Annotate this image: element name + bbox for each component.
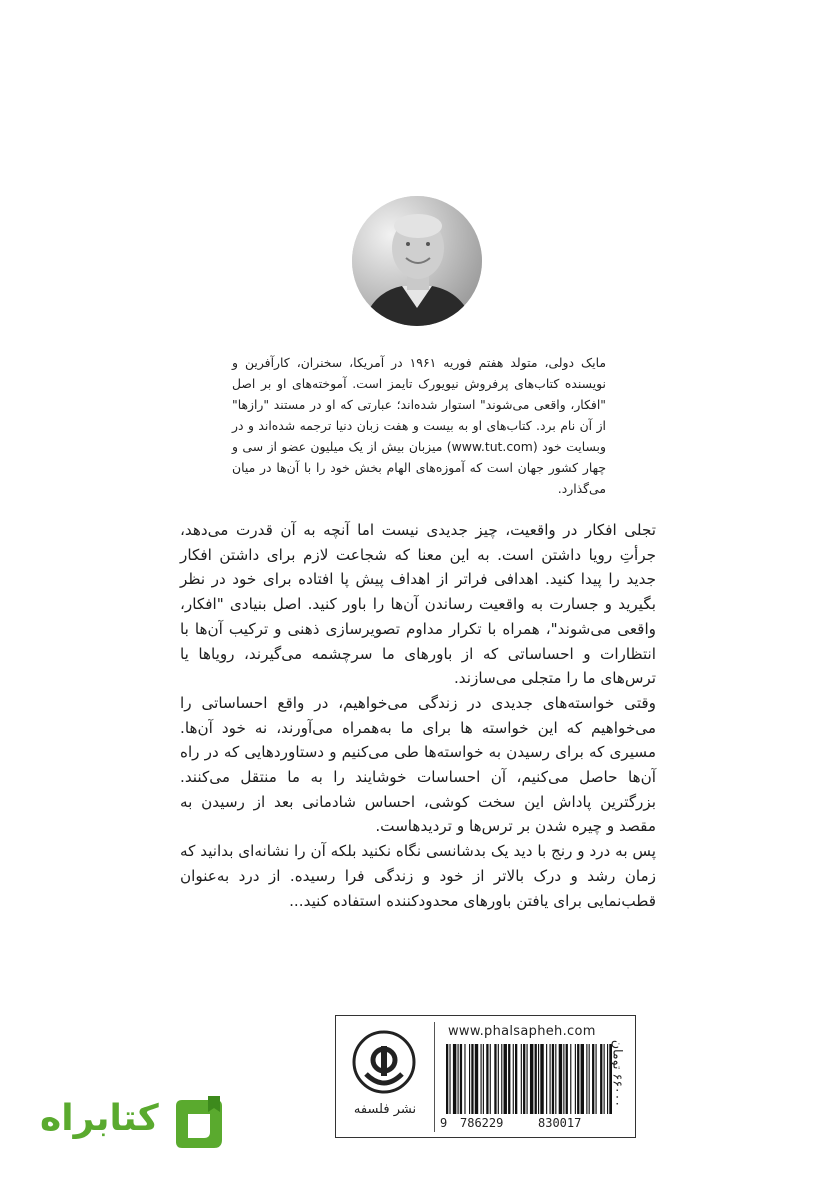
barcode-bar: [550, 1044, 551, 1114]
barcode-bar: [555, 1044, 556, 1114]
barcode-icon: [444, 1044, 612, 1114]
barcode-bar: [515, 1044, 517, 1114]
barcode-bar: [600, 1044, 602, 1114]
barcode-bar: [566, 1044, 568, 1114]
barcode-bar: [530, 1044, 533, 1114]
barcode-bar: [501, 1044, 502, 1114]
barcode-bar: [570, 1044, 571, 1114]
barcode-bar: [486, 1044, 488, 1114]
barcode-bar: [494, 1044, 496, 1114]
barcode-bar: [464, 1044, 465, 1114]
barcode-bar: [471, 1044, 473, 1114]
publisher-name: نشر فلسفه: [353, 1102, 417, 1117]
ketabrah-brand: [40, 1092, 230, 1158]
divider: [434, 1022, 435, 1132]
publisher-logo-icon: [352, 1030, 416, 1094]
barcode-bar: [538, 1044, 539, 1114]
barcode-bar: [596, 1044, 597, 1114]
barcode-bar: [449, 1044, 450, 1114]
barcode-bar: [513, 1044, 514, 1114]
barcode-bar: [535, 1044, 537, 1114]
author-photo: [352, 196, 482, 326]
barcode-bar: [586, 1044, 587, 1114]
price-label: [604, 1026, 632, 1130]
paragraph-3: پس به درد و رنج با دید یک بدشانسی نگاه نکنید بلکه آن را نشانه‌ای بدانید که زمان رشد و درک بالاتر از خود و زندگی فرا رسیده. از درد به‌عنوان قطب‌نمایی برای یافتن باورهای محدودکننده استفاده کنید...: [180, 842, 656, 910]
barcode-bar: [577, 1044, 579, 1114]
back-cover-text: [180, 518, 656, 913]
author-bio: مایک دولی، متولد هفتم فوریه ۱۹۶۱ در آمریکا، سخنران، کارآفرین و نویسنده کتاب‌های پرفروش نیویورک تایمز است. آموخته‌های او بر اصل "افکار، واقعی می‌شوند" استوار شده‌اند؛ عبارتی که او در مستند "رازها" از آن نام برد. کتاب‌های او به بیست و هفت زبان دنیا ترجمه شده‌اند و در وبسایت خود (www.tut.com) میزبان بیش از یک میلیون عضو از سی و چهار کشور جهان است که آموزه‌های الهام بخش خود را با آن‌ها در میان می‌گذارد.: [232, 355, 606, 496]
barcode-bar: [453, 1044, 456, 1114]
barcode-bar: [498, 1044, 499, 1114]
barcode-bar: [481, 1044, 482, 1114]
barcode-bar: [521, 1044, 522, 1114]
barcode-bar: [460, 1044, 462, 1114]
publisher-website: www.phalsapheh.com: [448, 1024, 596, 1039]
barcode-bar: [469, 1044, 470, 1114]
brand-book-icon: [168, 1092, 230, 1154]
price-text: ۶۶۰۰۰ تومان: [610, 1039, 626, 1108]
barcode-bar: [446, 1044, 448, 1114]
barcode-bar: [475, 1044, 478, 1114]
barcode-bar: [490, 1044, 491, 1114]
barcode-digits-left: 786229: [460, 1116, 504, 1130]
paragraph-2: وقتی خواسته‌های جدیدی در زندگی می‌خواهیم، در واقع احساساتی را می‌خواهیم که این خواسته ها برای ما به‌همراه می‌آورند، نه خود آن‌ها. مسیری که برای رسیدن به خواسته‌ها طی می‌کنیم و دستاوردهایی که در راه آن‌ها حاصل می‌کنیم، آن احساسات خوشایند را به ما منتقل می‌کنند. بزرگترین پاداش این سخت کوشی، احساس شادمانی بعد از رسیدن به مقصد و چیره شدن بر ترس‌ها و تردیدهاست.: [180, 693, 656, 836]
barcode-digits-right: 830017: [538, 1116, 582, 1130]
barcode-bar: [552, 1044, 554, 1114]
barcode-bar: [458, 1044, 459, 1114]
barcode-bar: [540, 1044, 543, 1114]
barcode-bar: [559, 1044, 562, 1114]
barcode-bar: [592, 1044, 594, 1114]
barcode-bar: [575, 1044, 576, 1114]
barcode-bar: [483, 1044, 484, 1114]
barcode-bar: [563, 1044, 564, 1114]
barcode-bar: [527, 1044, 528, 1114]
brand-name: کتابراه: [40, 1098, 159, 1139]
barcode-bar: [581, 1044, 584, 1114]
paragraph-1: تجلی افکار در واقعیت، چیز جدیدی نیست اما آنچه به آن قدرت می‌دهد، جرأتِ رویا داشتن است. به این معنا که شجاعت لازم برای داشتن افکار جدید را پیدا کنید. اهدافی فراتر از اهداف پیش پا افتاده برای خود در نظر بگیرید و جسارت به واقعیت رساندن آن‌ها را باور کنید. اصل بنیادی "افکار، واقعی می‌شوند"، همراه با تکرار مداوم تصویرسازی ذهنی و ترکیب آن‌ها با انتظارات و احساساتی که از باورهای ما سرچشمه می‌گیرند، رویاها یا ترس‌های ما را متجلی می‌سازند.: [180, 521, 656, 688]
barcode-bar: [523, 1044, 525, 1114]
barcode-bar: [546, 1044, 547, 1114]
barcode-bar: [589, 1044, 590, 1114]
barcode-bar: [504, 1044, 507, 1114]
barcode-panel: [335, 1015, 636, 1138]
barcode-bar: [508, 1044, 510, 1114]
barcode-digit-first: 9: [440, 1116, 448, 1130]
